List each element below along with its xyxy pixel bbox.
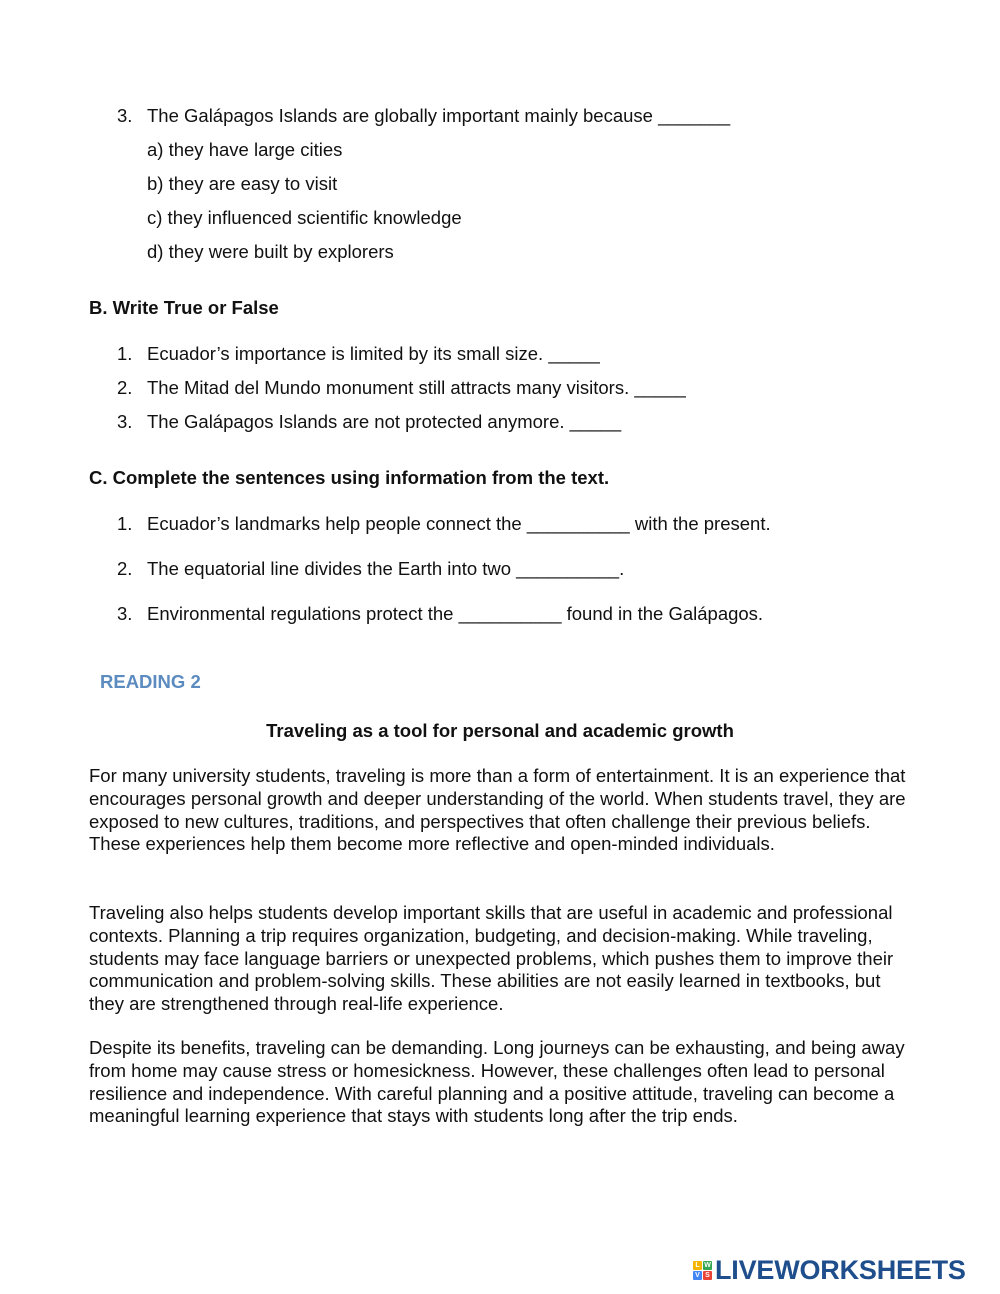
paragraph-2: Traveling also helps students develop important skills that are useful in academic and professional contexts. Planning a trip requires organization, budgeting, and decision-making. While traveling, students may face language barriers or unexpected problems, which pushes them to improve their communication and problem-solving skills. These abilities are not easily learned in textbooks, but they are strengthened through real-life experience. <box>89 902 894 1015</box>
paragraph-1: For many university students, traveling is more than a form of entertainment. It is an experience that encourages personal growth and deeper understanding of the world. When students travel, they are exposed to new cultures, traditions, and perspectives that often challenge their previous beliefs. These experiences help them become more reflective and open-minded individuals. <box>89 765 906 855</box>
item-text: Ecuador’s importance is limited by its small size. _____ <box>147 343 600 364</box>
question-number: 3. <box>117 105 133 126</box>
liveworksheets-logo <box>693 1256 966 1284</box>
item-text: Ecuador’s landmarks help people connect the __________ with the present. <box>147 513 771 534</box>
logo-tile: S <box>703 1271 712 1280</box>
item-text: The equatorial line divides the Earth into two __________. <box>147 558 625 579</box>
logo-tile: W <box>704 1261 711 1269</box>
item-number: 2. <box>117 377 133 398</box>
question-text: The Galápagos Islands are globally important mainly because _______ <box>147 105 731 126</box>
paragraph-3: Despite its benefits, traveling can be demanding. Long journeys can be exhausting, and being away from home may cause stress or homesickness. However, these challenges often lead to personal resilience and independence. With careful planning and a positive attitude, traveling can become a meaningful learning experience that stays with students long after the trip ends. <box>89 1037 905 1127</box>
item-number: 2. <box>117 558 133 579</box>
item-text: The Mitad del Mundo monument still attracts many visitors. _____ <box>147 377 686 398</box>
item-number: 1. <box>117 513 133 534</box>
option-a: a) they have large cities <box>147 139 343 160</box>
section-b-heading: B. Write True or False <box>89 297 279 318</box>
item-number: 3. <box>117 411 133 432</box>
option-b: b) they are easy to visit <box>147 173 338 194</box>
reading-title: Traveling as a tool for personal and academic growth <box>266 720 734 741</box>
section-c-heading: C. Complete the sentences using information from the text. <box>89 467 610 488</box>
option-c: c) they influenced scientific knowledge <box>147 207 462 228</box>
item-number: 3. <box>117 603 133 624</box>
item-text: Environmental regulations protect the __________ found in the Galápagos. <box>147 603 764 624</box>
logo-grid-icon <box>693 1261 712 1280</box>
reading-2-label: READING 2 <box>100 671 201 692</box>
item-text: The Galápagos Islands are not protected anymore. _____ <box>147 411 622 432</box>
item-number: 1. <box>117 343 133 364</box>
logo-tile: V <box>693 1271 702 1280</box>
logo-text: LIVEWORKSHEETS <box>715 1255 966 1285</box>
option-d: d) they were built by explorers <box>147 241 394 262</box>
logo-tile: L <box>693 1261 702 1270</box>
